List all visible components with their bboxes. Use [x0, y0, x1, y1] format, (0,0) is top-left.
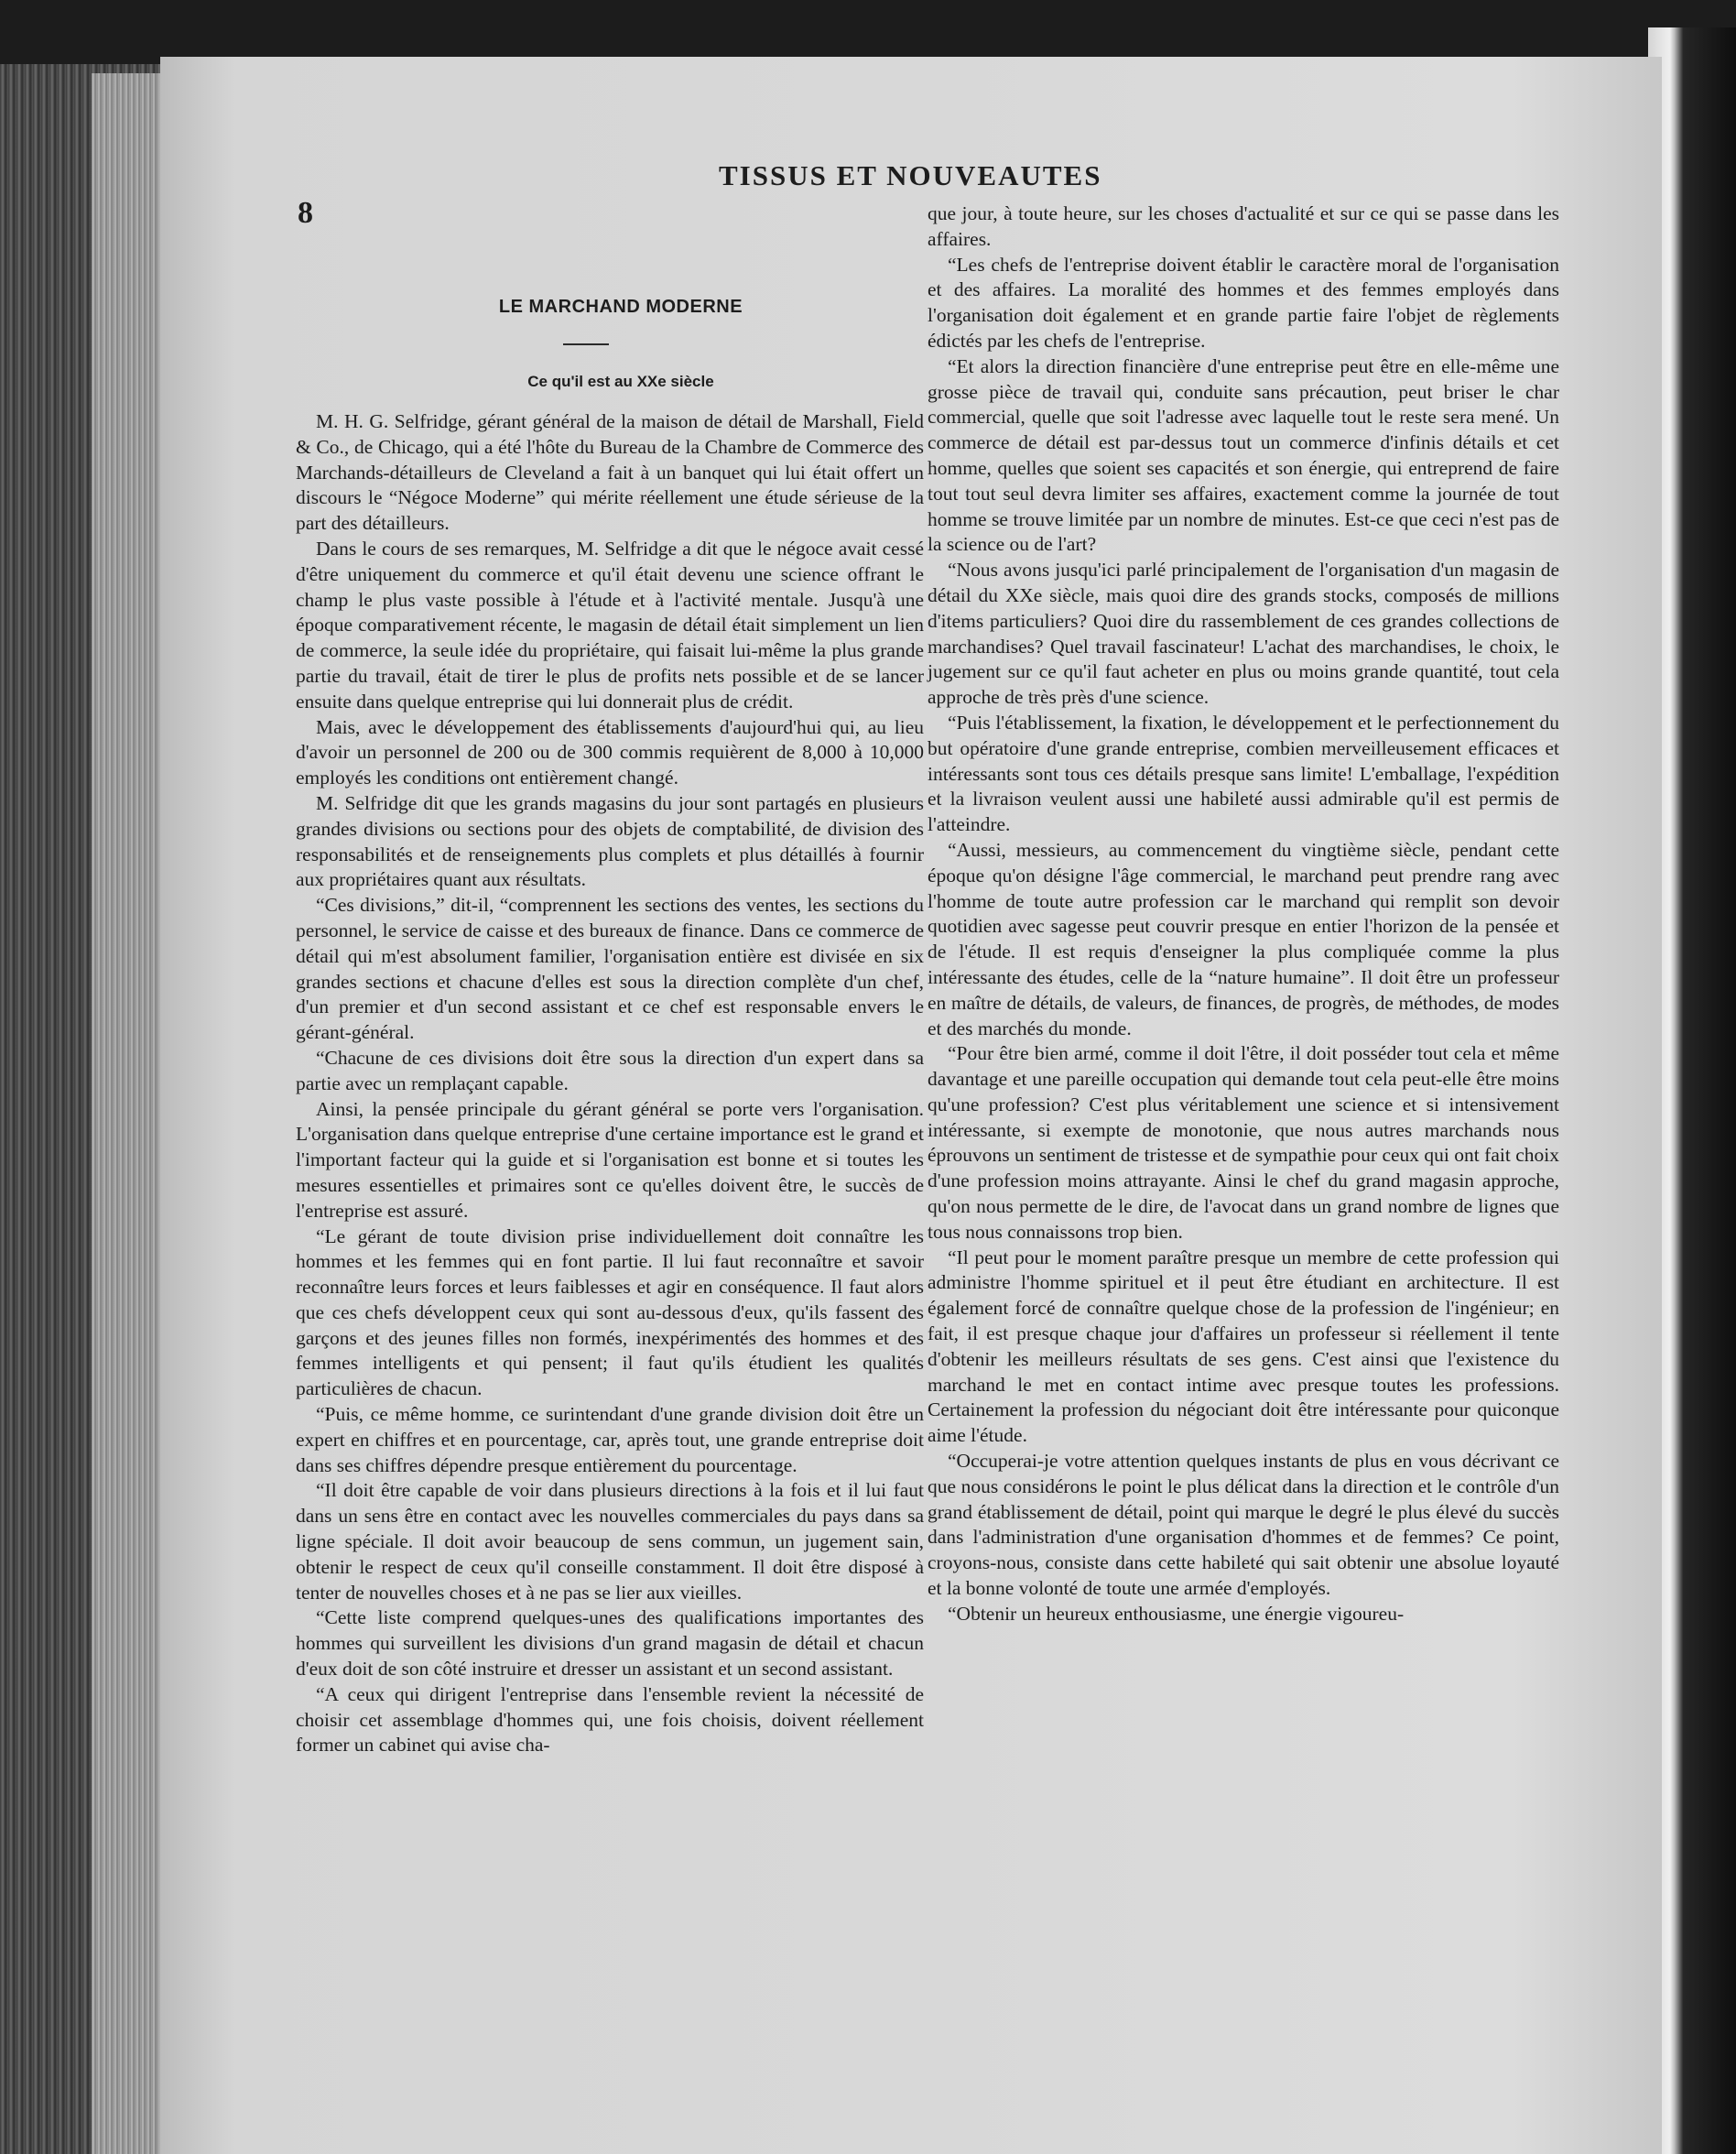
- paragraph: “Occuperai-je votre attention quelques instants de plus en vous décrivant ce que nous considérons le point le plus délicat dans la direction et le contrôle d'un grand établissement de détail, point qui marque le degré le plus élevé du succès dans l'administration d'une organisation d'hommes et de femmes? Ce point, croyons-nous, consiste dans cette habileté qui sait obtenir une absolue loyauté et la bonne volonté de toute une armée d'employés.: [928, 1450, 1559, 1600]
- page-number: 8: [298, 196, 313, 230]
- paragraph: “Il doit être capable de voir dans plusieurs directions à la fois et il lui faut dans un sens être en contact avec les nouvelles commerciales du pays dans sa ligne spéciale. Il doit avoir beaucoup de sens commun, un jugement sain, obtenir le respect de ceux qu'il conseille constamment. Il doit être disposé à tenter de nouvelles choses et à ne pas se lier aux vieilles.: [296, 1479, 924, 1604]
- paragraph: Ainsi, la pensée principale du gérant général se porte vers l'organisation. L'organisation dans quelque entreprise d'une certaine importance est le grand et l'important facteur qui la guide et si l'organisation est bonne et si toutes les mesures essentielles et primaires sont ce qu'elles doivent être, le succès de l'entreprise est assuré.: [296, 1097, 924, 1222]
- right-column: [928, 201, 1559, 1627]
- paragraph: “Pour être bien armé, comme il doit l'être, il doit posséder tout cela et même davantage et une pareille occupation qui demande tout cela peut-elle être moins qu'une profession? C'est plus véritablement une science et si intensivement intéressante, si exempte de monotonie, que nous autres marchands nous éprouvons un sentiment de tristesse et de sympathie pour ceux qui ont fait choix d'une profession moins attrayante. Ainsi le chef du grand magasin approche, qu'on nous permette de le dire, de l'avocat dans un grand nombre de lignes que tous nous connaissons trop bien.: [928, 1042, 1559, 1243]
- paragraph: “Nous avons jusqu'ici parlé principalement de l'organisation d'un magasin de détail du XXe siècle, mais quoi dire des grands stocks, composés de millions d'items particuliers? Quoi dire du rassemblement de ces grandes collections de marchandises? Quel travail fascinateur! L'achat des marchandises, le choix, le jugement sur ce qu'il faut acheter en plus ou moins grande quantité, tout cela approche de très près d'une science.: [928, 559, 1559, 709]
- paragraph: M. Selfridge dit que les grands magasins du jour sont partagés en plusieurs grandes divisions ou sections pour des objets de comptabilité, de division des responsabilités et de renseignements plus complets et plus détaillés à fournir aux propriétaires quant aux résultats.: [296, 791, 924, 891]
- paragraph: “Cette liste comprend quelques-unes des qualifications importantes des hommes qui surveillent les divisions d'un grand magasin de détail et chacun d'eux doit de son côté instruire et dresser un assistant et un second assistant.: [296, 1606, 924, 1681]
- paragraph: “A ceux qui dirigent l'entreprise dans l'ensemble revient la nécessité de choisir cet assemblage d'hommes qui, une fois choisis, doivent réellement former un cabinet qui avise cha-: [296, 1682, 924, 1757]
- paragraph: Mais, avec le développement des établissements d'aujourd'hui qui, au lieu d'avoir un personnel de 200 ou de 300 commis requièrent de 8,000 à 10,000 employés les conditions ont entièrement changé.: [296, 715, 924, 789]
- article-subtitle: Ce qu'il est au XXe siècle: [527, 373, 714, 390]
- paragraph: que jour, à toute heure, sur les choses d'actualité et sur ce qui se passe dans les affaires.: [928, 202, 1559, 250]
- paragraph: “Il peut pour le moment paraître presque un membre de cette profession qui administre l'homme spirituel et il peut être étudiant en architecture. Il est également forcé de connaître quelque chose de la profession de l'ingénieur; en fait, il est presque chaque jour d'affaires un professeur si réellement il tente d'obtenir les meilleurs résultats de ses gens. C'est ainsi que l'existence du marchand le met en contact intime avec presque toutes les professions. Certainement la profession du négociant doit être intéressante pour quiconque aime l'étude.: [928, 1246, 1559, 1447]
- book-page: [160, 57, 1662, 2154]
- paragraph: “Ces divisions,” dit-il, “comprennent les sections des ventes, les sections du personnel, le service de caisse et des bureaux de finance. Dans ce commerce de détail qui m'est absolument familier, l'organisation entière est divisée en six grandes sections et chacune d'elles est sous la direction complète d'un chef, d'un premier et d'un second assistant et ce chef est responsable envers le gérant-général.: [296, 894, 924, 1044]
- paragraph: “Le gérant de toute division prise individuellement doit connaître les hommes et les femmes qui en font partie. Il lui faut reconnaître et savoir reconnaître leurs forces et leurs faiblesses et agir en conséquence. Il faut alors que ces chefs développent ceux qui sont au-dessous d'eux, qu'ils fassent des garçons et des jeunes filles non formés, inexpérimentés des hommes et des femmes intelligents et qui pensent; il faut qu'ils étudient les qualités particulières de chacun.: [296, 1224, 924, 1400]
- paragraph: “Et alors la direction financière d'une entreprise peut être en elle-même une grosse pièce de travail qui, conduite sans précaution, peut briser le char commercial, quelle que soit l'adresse avec laquelle tout le reste sera mené. Un commerce de détail est par-dessus tout un commerce d'infinis détails et cet homme, quelles que soient ses capacités et son énergie, qui entreprend de faire tout tout seul devra limiter ses affaires, exactement comme la journée de tout homme se trouve limitée par un nombre de minutes. Est-ce que ceci n'est pas de la science ou de l'art?: [928, 354, 1559, 556]
- paragraph: “Les chefs de l'entreprise doivent établir le caractère moral de l'organisation et des affaires. La moralité des hommes et des femmes employés dans l'organisation doit également et en grande partie faire l'objet de règlements édictés par les chefs de l'entreprise.: [928, 253, 1559, 352]
- paragraph: M. H. G. Selfridge, gérant général de la maison de détail de Marshall, Field & Co., de Chicago, qui a été l'hôte du Bureau de la Chambre de Commerce des Marchands-détailleurs de Cleveland a fait à un banquet qui lui était offert un discours le “Négoce Moderne” qui mérite réellement une étude sérieuse de la part des détailleurs.: [296, 410, 924, 535]
- paragraph: “Puis l'établissement, la fixation, le développement et le perfectionnement du but opératoire d'une grande entreprise, combien merveilleusement efficaces et intéressants sont tous ces détails presque sans limite! L'emballage, l'expédition et la livraison veulent aussi une habileté aussi admirable qu'il est permis de l'atteindre.: [928, 711, 1559, 836]
- paragraph: Dans le cours de ses remarques, M. Selfridge a dit que le négoce avait cessé d'être uniquement du commerce et qu'il était devenu une science offrant le champ le plus vaste possible à l'étude et à l'activité mentale. Jusqu'à une époque comparativement récente, le magasin de détail était simplement un lien de commerce, la seule idée du propriétaire, qui faisait lui-même la plus grande partie du travail, était de tirer le plus de profits nets possible et de se lancer ensuite dans quelque entreprise qui lui donnerait plus de crédit.: [296, 537, 924, 713]
- left-column: [296, 409, 924, 1758]
- paragraph: “Chacune de ces divisions doit être sous la direction d'un expert dans sa partie avec un remplaçant capable.: [296, 1046, 924, 1094]
- paragraph: “Puis, ce même homme, ce surintendant d'une grande division doit être un expert en chiffres et en pourcentage, car, après tout, une grande entreprise doit dans ses chiffres dépendre presque entièrement du pourcentage.: [296, 1403, 924, 1476]
- paragraph: “Aussi, messieurs, au commencement du vingtième siècle, pendant cette époque qu'on désigne l'âge commercial, le marchand peut prendre rang avec l'homme de toute autre profession car le marchand qui remplit son devoir quotidien avec sagesse peut couvrir presque en entier l'horizon de la pensée et de l'étude. Il est requis d'enseigner la plus compliquée comme la plus intéressante des études, celle de la “nature humaine”. Il doit être un professeur en maître de détails, de valeurs, de finances, de progrès, de méthodes, de modes et des marchés du monde.: [928, 838, 1559, 1039]
- title-rule: [563, 343, 609, 345]
- paragraph: “Obtenir un heureux enthousiasme, une énergie vigoureu-: [948, 1602, 1405, 1625]
- article-title: LE MARCHAND MODERNE: [498, 297, 743, 317]
- running-head: TISSUS ET NOUVEAUTES: [719, 159, 1102, 191]
